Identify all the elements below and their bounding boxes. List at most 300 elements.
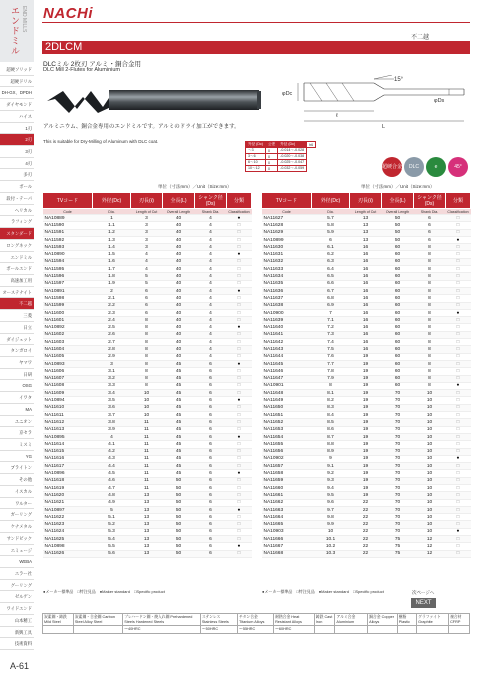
table-row xyxy=(262,499,471,506)
tolerance-cell: -0.025～-0.047 xyxy=(278,160,307,166)
table-cell: 4 xyxy=(195,266,227,273)
table-cell: 3.5 xyxy=(93,397,131,404)
sidebar-item[interactable]: 不二越 xyxy=(0,298,34,310)
table-row xyxy=(262,215,471,222)
classification-mark: ● xyxy=(446,528,471,535)
table-cell: 8.1 xyxy=(312,390,350,397)
table-cell: NA11629 xyxy=(262,229,312,236)
classification-mark: □ xyxy=(227,331,252,338)
classification-mark: □ xyxy=(446,317,471,324)
table-row xyxy=(262,448,471,455)
column-header: 分類 xyxy=(446,193,471,209)
sidebar-item[interactable]: スタンダード xyxy=(0,228,34,240)
table-row xyxy=(262,324,471,331)
table-cell: 45 xyxy=(163,397,195,404)
table-cell: NA11664 xyxy=(262,514,312,521)
table-cell: 6 xyxy=(414,215,446,222)
table-cell: 3.2 xyxy=(93,375,131,382)
sidebar-item[interactable]: ガーリング xyxy=(0,509,34,521)
table-cell: 11 xyxy=(131,477,163,484)
table-cell: 4 xyxy=(195,346,227,353)
sidebar-item[interactable]: 超硬ソリッド xyxy=(0,64,34,76)
table-cell: 9.1 xyxy=(312,463,350,470)
table-cell: NA11611 xyxy=(43,412,93,419)
table-cell: 3.1 xyxy=(93,368,131,375)
classification-mark: □ xyxy=(446,536,471,543)
classification-mark: ● xyxy=(227,506,252,513)
sidebar-item[interactable]: 京セラ xyxy=(0,427,34,439)
classification-mark: □ xyxy=(446,287,471,294)
table-cell: 10 xyxy=(131,412,163,419)
sidebar-item[interactable]: 技術資料 xyxy=(0,638,34,650)
table-row xyxy=(262,339,471,346)
table-cell: NA11655 xyxy=(262,441,312,448)
table-cell: 4 xyxy=(195,273,227,280)
table-cell: 6 xyxy=(195,397,227,404)
sidebar-item[interactable]: 日立 xyxy=(0,322,34,334)
column-header-en: Code xyxy=(43,209,93,215)
sidebar-item[interactable]: エンドミル xyxy=(0,252,34,264)
table-cell: 70 xyxy=(382,484,414,491)
sidebar-item[interactable]: エラー社 xyxy=(0,568,34,580)
table-cell: 40 xyxy=(163,302,195,309)
table-cell: 5.9 xyxy=(312,229,350,236)
table-cell: 5.5 xyxy=(93,543,131,550)
table-cell: 6 xyxy=(195,455,227,462)
table-cell: 70 xyxy=(382,470,414,477)
classification-mark: □ xyxy=(227,309,252,316)
table-cell: NA10902 xyxy=(262,455,312,462)
table-cell: 22 xyxy=(350,514,382,521)
sidebar-item[interactable]: 多刃 xyxy=(0,169,34,181)
sidebar-item[interactable]: WEBA xyxy=(0,556,34,568)
sidebar-item[interactable]: タンガロイ xyxy=(0,345,34,357)
sidebar-item[interactable]: 日研 xyxy=(0,369,34,381)
tol-header-dia2: 外径 (Dc) xyxy=(278,142,307,148)
sidebar-item[interactable]: ブライトン xyxy=(0,462,34,474)
table-cell: 6 xyxy=(414,222,446,229)
table-cell: 4 xyxy=(195,287,227,294)
table-cell: 4.6 xyxy=(93,477,131,484)
table-cell: 8 xyxy=(414,273,446,280)
table-cell: 19 xyxy=(350,441,382,448)
table-row xyxy=(43,455,252,462)
table-cell: 16 xyxy=(350,273,382,280)
table-cell: 10 xyxy=(414,412,446,419)
column-header: TVコード xyxy=(262,193,312,209)
table-cell: 45 xyxy=(163,455,195,462)
table-cell: 3 xyxy=(131,236,163,243)
table-row xyxy=(43,244,252,251)
classification-mark: □ xyxy=(227,222,252,229)
classification-mark: ● xyxy=(227,360,252,367)
table-cell: 45 xyxy=(163,368,195,375)
table-cell: 6 xyxy=(195,506,227,513)
table-cell: 6 xyxy=(195,550,227,557)
table-cell: 6 xyxy=(195,426,227,433)
sidebar-item[interactable]: ラフィング xyxy=(0,216,34,228)
material-mark: ～55HRC xyxy=(238,626,274,634)
table-cell: NA11628 xyxy=(262,222,312,229)
table-cell: 45 xyxy=(163,360,195,367)
table-row xyxy=(262,229,471,236)
sidebar-item[interactable]: DH-GX、DPDH xyxy=(0,87,34,99)
table-cell: 40 xyxy=(163,280,195,287)
table-row xyxy=(43,484,252,491)
column-header: 外径(Dc) xyxy=(312,193,350,209)
table-cell: 3.3 xyxy=(93,382,131,389)
table-cell: 10 xyxy=(131,404,163,411)
table-cell: 11 xyxy=(131,433,163,440)
table-cell: 4 xyxy=(195,317,227,324)
classification-mark: ● xyxy=(227,215,252,222)
table-cell: 6.4 xyxy=(312,266,350,273)
table-cell: 2.1 xyxy=(93,295,131,302)
tolerance-cell: -0.032～-0.059 xyxy=(278,166,307,172)
table-cell: 2 xyxy=(93,287,131,294)
classification-mark: □ xyxy=(446,222,471,229)
table-row xyxy=(262,419,471,426)
sidebar-item[interactable]: イスカル xyxy=(0,486,34,498)
material-header: プレハードン鋼・焼入れ鋼 Prehardened Steels Hardened Steels xyxy=(123,614,201,626)
sidebar-item[interactable]: 3刃 xyxy=(0,146,34,158)
sidebar-item[interactable]: ダイヤモンド xyxy=(0,99,34,111)
sidebar-item[interactable]: ミスミ xyxy=(0,439,34,451)
table-cell: NA10900 xyxy=(262,309,312,316)
table-row xyxy=(262,280,471,287)
table-cell: 22 xyxy=(350,528,382,535)
table-cell: 60 xyxy=(382,251,414,258)
table-row xyxy=(43,412,252,419)
material-mark xyxy=(368,626,398,634)
table-row xyxy=(262,528,471,535)
table-cell: 13 xyxy=(131,506,163,513)
next-button[interactable]: NEXT xyxy=(411,598,436,608)
classification-mark: □ xyxy=(446,339,471,346)
table-cell: 8.4 xyxy=(312,412,350,419)
table-cell: 1.8 xyxy=(93,273,131,280)
table-cell: 60 xyxy=(382,295,414,302)
table-cell: NA11619 xyxy=(43,484,93,491)
table-cell: 3 xyxy=(131,244,163,251)
table-cell: NA11593 xyxy=(43,244,93,251)
column-header: 外径(Dc) xyxy=(93,193,131,209)
table-cell: 6 xyxy=(312,236,350,243)
table-cell: 45 xyxy=(163,470,195,477)
table-cell: 4 xyxy=(195,215,227,222)
sidebar-item[interactable]: 超硬ドリル xyxy=(0,76,34,88)
sidebar-item[interactable]: 2刃 xyxy=(0,134,34,146)
table-row xyxy=(262,295,471,302)
classification-mark: □ xyxy=(446,397,471,404)
table-cell: 40 xyxy=(163,287,195,294)
table-row xyxy=(43,543,252,550)
classification-mark: □ xyxy=(227,521,252,528)
table-row xyxy=(43,339,252,346)
table-cell: 60 xyxy=(382,244,414,251)
table-cell: 3 xyxy=(131,222,163,229)
table-row xyxy=(43,287,252,294)
table-cell: 40 xyxy=(163,317,195,324)
table-cell: 45 xyxy=(163,463,195,470)
classification-mark: □ xyxy=(227,514,252,521)
column-header: シャンク径(Ds) xyxy=(414,193,446,209)
table-cell: 10 xyxy=(414,433,446,440)
table-cell: 6 xyxy=(131,309,163,316)
table-cell: 4 xyxy=(195,339,227,346)
sidebar-item[interactable]: グーリング xyxy=(0,580,34,592)
table-cell: 11 xyxy=(131,448,163,455)
table-row xyxy=(43,353,252,360)
table-cell: 70 xyxy=(382,419,414,426)
table-cell: 70 xyxy=(382,499,414,506)
column-header-en: Code xyxy=(262,209,312,215)
table-cell: 16 xyxy=(350,346,382,353)
table-row xyxy=(262,273,471,280)
classification-mark: □ xyxy=(227,404,252,411)
sidebar-item[interactable]: 山本精工 xyxy=(0,615,34,627)
table-cell: 16 xyxy=(350,251,382,258)
column-header: TVコード xyxy=(43,193,93,209)
dimension-diagram xyxy=(274,75,470,130)
table-cell: 16 xyxy=(350,258,382,265)
table-cell: 9.7 xyxy=(312,506,350,513)
classification-mark: □ xyxy=(446,229,471,236)
table-cell: 6 xyxy=(195,514,227,521)
table-cell: 50 xyxy=(163,477,195,484)
table-cell: NA11663 xyxy=(262,506,312,513)
material-header: 複合材 CFRP xyxy=(449,614,470,626)
table-cell: 19 xyxy=(350,470,382,477)
table-cell: 7.7 xyxy=(312,360,350,367)
table-cell: 7 xyxy=(312,309,350,316)
table-cell: 6 xyxy=(414,236,446,243)
table-cell: 19 xyxy=(350,477,382,484)
table-row xyxy=(262,521,471,528)
table-cell: 9.4 xyxy=(312,484,350,491)
table-cell: 10 xyxy=(414,484,446,491)
table-cell: 45 xyxy=(163,448,195,455)
sidebar-item[interactable]: イワタ xyxy=(0,392,34,404)
material-header: チタン合金 Titanium Alloys xyxy=(238,614,274,626)
classification-mark: □ xyxy=(446,433,471,440)
table-cell: 22 xyxy=(350,536,382,543)
table-cell: NA10894 xyxy=(43,397,93,404)
table-row xyxy=(43,360,252,367)
table-cell: 8 xyxy=(131,368,163,375)
table-cell: 60 xyxy=(382,375,414,382)
table-cell: 6 xyxy=(195,528,227,535)
sidebar-item[interactable]: ワイドエンド xyxy=(0,603,34,615)
dc-label: φDc xyxy=(282,91,293,97)
column-header: 刃長(ℓ) xyxy=(131,193,163,209)
table-cell: 5 xyxy=(93,506,131,513)
table-cell: NA10898 xyxy=(43,543,93,550)
table-cell: 8 xyxy=(414,280,446,287)
sidebar-item[interactable]: ダイジェット xyxy=(0,334,34,346)
table-cell: 19 xyxy=(350,455,382,462)
classification-mark: □ xyxy=(227,353,252,360)
classification-mark: □ xyxy=(446,514,471,521)
table-cell: 11 xyxy=(131,419,163,426)
classification-mark: □ xyxy=(446,375,471,382)
classification-mark: □ xyxy=(446,499,471,506)
classification-mark: □ xyxy=(446,441,471,448)
sidebar-item[interactable]: ハイス xyxy=(0,111,34,123)
classification-mark: □ xyxy=(446,506,471,513)
table-cell: NA11595 xyxy=(43,266,93,273)
column-header-en: Overall Length xyxy=(382,209,414,215)
table-cell: 8.7 xyxy=(312,433,350,440)
table-row xyxy=(43,426,252,433)
product-title: DLCミル 2枚刃 アルミ・銅合金用 xyxy=(43,61,141,68)
table-cell: 10 xyxy=(414,390,446,397)
sidebar-item[interactable]: YG xyxy=(0,451,34,463)
table-cell: 13 xyxy=(350,229,382,236)
table-row xyxy=(262,360,471,367)
table-cell: 11 xyxy=(131,484,163,491)
column-header-en: Dia. xyxy=(312,209,350,215)
table-row xyxy=(43,382,252,389)
classification-mark: □ xyxy=(227,295,252,302)
table-cell: 8 xyxy=(414,317,446,324)
sidebar-item[interactable]: 4刃 xyxy=(0,158,34,170)
badge-0: 超硬合金 xyxy=(382,157,402,177)
classification-mark: ● xyxy=(227,543,252,550)
table-cell: 8 xyxy=(131,353,163,360)
table-row xyxy=(43,324,252,331)
table-cell: 4 xyxy=(195,222,227,229)
table-cell: NA11607 xyxy=(43,375,93,382)
table-cell: NA11644 xyxy=(262,353,312,360)
table-row xyxy=(43,273,252,280)
table-cell: NA10891 xyxy=(43,287,93,294)
sidebar-item[interactable]: オーステナイト xyxy=(0,287,34,299)
table-row xyxy=(43,404,252,411)
sidebar-item[interactable]: 新興工具 xyxy=(0,627,34,639)
table-row xyxy=(43,258,252,265)
table-cell: NA11640 xyxy=(262,324,312,331)
table-cell: 75 xyxy=(382,550,414,557)
table-cell: 19 xyxy=(350,353,382,360)
table-cell: 8 xyxy=(312,382,350,389)
column-header: 全長(L) xyxy=(382,193,414,209)
table-cell: 45 xyxy=(163,412,195,419)
table-cell: 16 xyxy=(350,339,382,346)
sidebar-item[interactable]: その他 xyxy=(0,474,34,486)
sidebar-item[interactable]: ユニオン xyxy=(0,416,34,428)
table-cell: NA11667 xyxy=(262,543,312,550)
table-cell: 4.7 xyxy=(93,484,131,491)
sidebar-item[interactable]: OSG xyxy=(0,380,34,392)
material-mark: ～50HRC xyxy=(200,626,237,634)
sidebar-item[interactable]: ボール xyxy=(0,181,34,193)
table-cell: 19 xyxy=(350,463,382,470)
table-cell: 40 xyxy=(163,295,195,302)
classification-mark: □ xyxy=(446,477,471,484)
sidebar-item[interactable]: ケナメタル xyxy=(0,521,34,533)
table-cell: 6.8 xyxy=(312,295,350,302)
table-cell: 40 xyxy=(163,244,195,251)
sidebar-item[interactable]: ゼルゲン xyxy=(0,591,34,603)
table-cell: 7.1 xyxy=(312,317,350,324)
table-cell: 22 xyxy=(350,506,382,513)
sidebar-item[interactable]: 1刃 xyxy=(0,123,34,135)
classification-mark: □ xyxy=(227,441,252,448)
classification-mark: □ xyxy=(446,215,471,222)
material-mark xyxy=(314,626,335,634)
table-cell: 6 xyxy=(195,441,227,448)
sidebar-item[interactable]: ヘリカル xyxy=(0,205,34,217)
table-cell: 50 xyxy=(382,215,414,222)
table-row xyxy=(43,470,252,477)
table-cell: 10 xyxy=(414,448,446,455)
sidebar-item[interactable]: 三菱 xyxy=(0,310,34,322)
table-cell: 40 xyxy=(163,236,195,243)
tol-header-dia: 外径 (Dc) xyxy=(246,142,266,148)
table-cell: 40 xyxy=(163,309,195,316)
material-header: グラファイト Graphite xyxy=(417,614,449,626)
table-cell: 7.8 xyxy=(312,368,350,375)
tolerance-cell: 3～6 xyxy=(246,154,266,160)
table-cell: 7.6 xyxy=(312,353,350,360)
table-cell: NA11668 xyxy=(262,550,312,557)
table-cell: NA11623 xyxy=(43,521,93,528)
table-cell: 1.5 xyxy=(93,251,131,258)
sidebar-item[interactable]: エミュージ xyxy=(0,545,34,557)
sidebar-item[interactable]: 高速加工用 xyxy=(0,275,34,287)
table-cell: 9.6 xyxy=(312,499,350,506)
sidebar-nav xyxy=(0,0,34,679)
sidebar-item[interactable]: ヤマワ xyxy=(0,357,34,369)
table-cell: 8 xyxy=(131,339,163,346)
classification-mark: □ xyxy=(446,324,471,331)
table-cell: 10.2 xyxy=(312,543,350,550)
angle-label: 15° xyxy=(394,77,404,83)
table-cell: 1 xyxy=(93,215,131,222)
sidebar-item[interactable]: サンドビック xyxy=(0,533,34,545)
table-cell: 8 xyxy=(131,375,163,382)
table-cell: 60 xyxy=(382,309,414,316)
table-cell: 13 xyxy=(131,492,163,499)
table-cell: 3 xyxy=(131,229,163,236)
table-cell: 60 xyxy=(382,346,414,353)
classification-mark: □ xyxy=(446,251,471,258)
table-cell: NA11626 xyxy=(43,550,93,557)
table-cell: 3 xyxy=(93,360,131,367)
table-cell: 40 xyxy=(163,229,195,236)
table-cell: 60 xyxy=(382,258,414,265)
table-cell: 5.1 xyxy=(93,514,131,521)
sidebar-item[interactable]: ボールエンド xyxy=(0,263,34,275)
table-cell: NA11636 xyxy=(262,287,312,294)
table-cell: 6 xyxy=(195,463,227,470)
table-row xyxy=(262,426,471,433)
table-cell: 8 xyxy=(131,317,163,324)
table-cell: 40 xyxy=(163,273,195,280)
table-cell: 50 xyxy=(163,543,195,550)
table-row xyxy=(262,470,471,477)
sidebar-item[interactable]: ワルター xyxy=(0,498,34,510)
table-cell: NA10896 xyxy=(43,470,93,477)
material-mark: ～60HRC xyxy=(274,626,315,634)
table-cell: NA11638 xyxy=(262,302,312,309)
sidebar-item[interactable]: MA xyxy=(0,404,34,416)
classification-mark: □ xyxy=(446,266,471,273)
sidebar-item[interactable]: 段付・テーパ xyxy=(0,193,34,205)
sidebar-item[interactable]: ロングネック xyxy=(0,240,34,252)
classification-mark: □ xyxy=(446,426,471,433)
